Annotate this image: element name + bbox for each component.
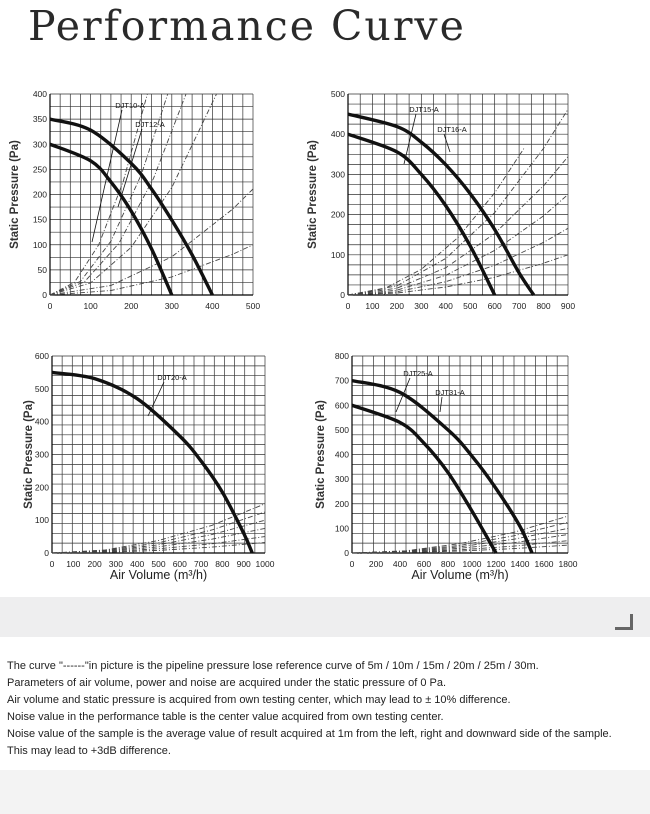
x-tick-label: 400 xyxy=(392,559,408,569)
x-tick-label: 400 xyxy=(205,301,220,311)
page-title: Performance Curve xyxy=(28,2,466,50)
reference-curve xyxy=(348,148,524,295)
y-tick-label: 150 xyxy=(32,214,47,225)
x-tick-label: 800 xyxy=(536,301,551,311)
label-leader-line xyxy=(404,114,416,164)
y-tick-label: 500 xyxy=(34,383,49,394)
label-leader-line xyxy=(118,129,142,207)
x-tick-label: 300 xyxy=(108,559,123,569)
y-axis-label: Static Pressure (Pa) xyxy=(9,140,21,249)
x-tick-label: 0 xyxy=(49,559,55,569)
chart-djt10-djt12 xyxy=(0,82,300,332)
x-tick-label: 400 xyxy=(438,301,453,311)
x-tick-label: 600 xyxy=(172,559,187,569)
y-tick-label: 200 xyxy=(334,498,349,509)
y-tick-label: 200 xyxy=(34,482,49,493)
x-tick-label: 200 xyxy=(124,301,139,311)
notes-block xyxy=(7,658,647,760)
series-label: DJT12-A xyxy=(135,120,165,129)
x-axis-label: Air Volume (m³/h) xyxy=(109,568,208,582)
label-leader-line xyxy=(440,397,442,412)
y-tick-label: 100 xyxy=(34,515,49,526)
x-tick-label: 100 xyxy=(66,559,81,569)
chart-djt20 xyxy=(0,348,300,598)
x-tick-label: 800 xyxy=(215,559,230,569)
x-tick-label: 400 xyxy=(130,559,145,569)
x-tick-label: 700 xyxy=(194,559,209,569)
y-tick-label: 300 xyxy=(334,474,349,485)
y-axis-label: Static Pressure (Pa) xyxy=(315,400,327,509)
x-tick-label: 600 xyxy=(487,301,502,311)
chart-djt15-djt16 xyxy=(300,82,600,332)
note-line: Air volume and static pressure is acquired from own testing center, which may lead to ± 10% difference. xyxy=(7,694,511,706)
x-tick-label: 900 xyxy=(560,301,576,311)
y-tick-label: 300 xyxy=(330,169,345,180)
grid xyxy=(52,356,265,553)
y-axis-label: Static Pressure (Pa) xyxy=(307,140,319,249)
series-label: DJT10-A xyxy=(115,101,145,110)
y-tick-label: 500 xyxy=(334,424,349,435)
y-tick-label: 100 xyxy=(32,239,47,250)
y-tick-label: 0 xyxy=(44,548,49,558)
chart-djt25-djt31 xyxy=(300,348,600,598)
corner-bracket-icon xyxy=(615,614,633,630)
x-tick-label: 200 xyxy=(389,301,404,311)
series-label: DJT15-A xyxy=(409,105,439,114)
series-label: DJT31-A xyxy=(435,388,465,397)
y-tick-label: 350 xyxy=(32,114,47,125)
y-tick-label: 200 xyxy=(330,209,345,220)
reference-curve xyxy=(52,520,265,553)
x-tick-label: 200 xyxy=(368,559,384,569)
y-tick-label: 50 xyxy=(37,264,47,275)
y-tick-label: 0 xyxy=(340,290,345,300)
x-axis-label: Air Volume (m³/h) xyxy=(411,568,509,582)
series-label: DJT25-A xyxy=(403,369,433,378)
x-tick-label: 500 xyxy=(463,301,478,311)
y-tick-label: 400 xyxy=(330,129,345,140)
y-tick-label: 700 xyxy=(334,375,349,386)
y-tick-label: 500 xyxy=(330,89,345,99)
x-tick-label: 0 xyxy=(345,301,351,311)
y-tick-label: 600 xyxy=(34,351,49,361)
x-tick-label: 1000 xyxy=(462,559,482,569)
y-tick-label: 600 xyxy=(334,400,349,411)
y-tick-label: 100 xyxy=(334,523,349,534)
x-tick-label: 300 xyxy=(414,301,429,311)
note-line: This may lead to +3dB difference. xyxy=(7,745,171,757)
note-line: Noise value in the performance table is the center value acquired from own testing center. xyxy=(7,711,444,723)
note-line: The curve "------"in picture is the pipeline pressure lose reference curve of 5m / 10m / 15m / 20m / 25m / 30m. xyxy=(7,660,539,672)
y-tick-label: 400 xyxy=(34,416,49,427)
y-tick-label: 0 xyxy=(344,548,349,558)
x-tick-label: 1000 xyxy=(255,559,275,569)
x-tick-label: 100 xyxy=(83,301,98,311)
separator-bar xyxy=(0,597,650,637)
label-leader-line xyxy=(148,382,164,416)
x-tick-label: 1600 xyxy=(534,559,554,569)
x-tick-label: 0 xyxy=(349,559,355,569)
y-tick-label: 300 xyxy=(34,449,49,460)
label-leader-line xyxy=(92,110,122,242)
label-leader-line xyxy=(444,134,450,152)
x-tick-label: 800 xyxy=(440,559,456,569)
y-tick-label: 400 xyxy=(32,89,47,99)
x-tick-label: 500 xyxy=(245,301,261,311)
reference-curve xyxy=(52,537,265,553)
x-tick-label: 700 xyxy=(512,301,527,311)
x-tick-label: 0 xyxy=(47,301,53,311)
y-tick-label: 300 xyxy=(32,139,47,150)
x-tick-label: 1400 xyxy=(510,559,530,569)
note-line: Parameters of air volume, power and noise are acquired under the static pressure of 0 Pa. xyxy=(7,677,447,689)
series-label: DJT16-A xyxy=(437,125,467,134)
x-tick-label: 1200 xyxy=(486,559,506,569)
series-curve-djt20-a xyxy=(52,372,252,553)
x-tick-label: 500 xyxy=(151,559,166,569)
y-axis-label: Static Pressure (Pa) xyxy=(23,400,35,509)
x-tick-label: 300 xyxy=(164,301,179,311)
x-tick-label: 600 xyxy=(416,559,432,569)
x-tick-label: 900 xyxy=(236,559,251,569)
reference-curve xyxy=(52,512,265,553)
x-tick-label: 200 xyxy=(87,559,102,569)
y-tick-label: 200 xyxy=(32,189,47,200)
y-tick-label: 400 xyxy=(334,449,349,460)
series-label: DJT20-A xyxy=(157,373,187,382)
note-line: Noise value of the sample is the average value of result acquired at 1m from the left, right and downward side of the sample. xyxy=(7,728,612,740)
x-tick-label: 100 xyxy=(365,301,380,311)
y-tick-label: 250 xyxy=(32,164,47,175)
footer-bar xyxy=(0,770,650,814)
y-tick-label: 0 xyxy=(42,290,47,300)
x-tick-label: 1800 xyxy=(558,559,578,569)
y-tick-label: 100 xyxy=(330,249,345,260)
y-tick-label: 800 xyxy=(334,351,349,361)
